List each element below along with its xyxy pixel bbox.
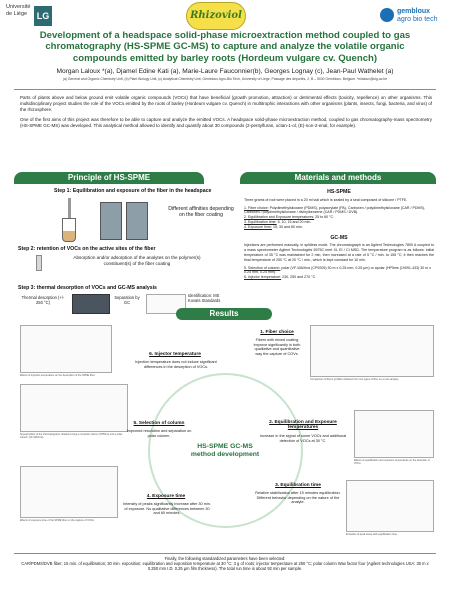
- temperature-text: 25 to 60 °C.: [315, 215, 335, 220]
- step1-note: Different affinities depending on the fiber coating: [168, 206, 234, 219]
- results-banner: Results: [176, 308, 272, 320]
- result4-caption: Effects of exposure time of the SPME fiber on the capture of VOCs.: [20, 519, 95, 522]
- step3-title: Step 3: thermal desorption of VOCs and GC-MS analysis: [18, 285, 157, 291]
- uliege-line1: Université: [6, 4, 31, 10]
- result6-chart: [20, 325, 112, 373]
- gembloux-logo: [380, 4, 446, 32]
- principle-banner: Principle of HS-SPME: [14, 172, 204, 184]
- injector-text: 230, 250 and 270 °C.: [282, 275, 317, 280]
- rhizoviol-logo: [186, 2, 246, 30]
- result2-title: 2. Equilibration and Exposure temperatures: [269, 420, 337, 430]
- result1-chart: [310, 325, 434, 377]
- result5-title: 5. Selection of column: [133, 421, 185, 426]
- results-center-label: HS-SPME GC-MS method development: [190, 443, 260, 459]
- methods-banner: Materials and methods: [240, 172, 436, 184]
- result1-text: Fibers with mixed coating improve significantly in both qualitative and quantitative way the capture of COVs.: [253, 338, 301, 356]
- thermal-label: Thermal desorption (+/- 250 °C): [21, 295, 65, 305]
- gembloux-line1: gembloux: [397, 8, 431, 15]
- gembloux-line2: agro bio tech: [397, 16, 438, 23]
- result3-title: 3. Equilibration time: [275, 483, 321, 488]
- result3-text: Relative stabilization after 15 minutes equilibration. Different behavior depending on the nature of the analyte.: [255, 491, 341, 505]
- result6-title: 6. Injector temperature: [149, 352, 201, 357]
- result5-caption: Superposition of the chromatograms obtained using a nonpolar column (HP5ms) and a polar column (VF-WAXms).: [20, 433, 123, 439]
- step2-diagram: [20, 255, 60, 273]
- conclusion-intro: Finally, the following standardized parameters have been selected:: [164, 556, 286, 561]
- intro-paragraph-2: One of the first aims of this project was therefore to be able to capture and analyze the emitted VOCs. A headspace solid-phase microextraction method, coupled to gas chromatography-mass spectrometry (HS-SPME GC-MS) was developed. This analytical method allowed to identify and quantify about 30 compounds (2-pentylfuran, octan-1-ol, (E)-non-2-enal, for example).: [20, 116, 432, 128]
- affiliations: (a) General and Organic Chemistry Unit, (b) Plant Biology Unit, (c) Analytical Chemistry Unit, Gembloux Agro-Bio Tech, University of Liège, Passage des déportés, 2, B – 5030 Gembloux, Belgium. *mlaloux@ulg.ac.be: [62, 77, 388, 81]
- column-item: [244, 266, 434, 276]
- introduction: [20, 95, 432, 129]
- fiber-photo-2: [126, 202, 148, 240]
- fiber-photo-1: [100, 202, 122, 240]
- result1-caption: Comparison of fibers (profiles obtained from two types of fiber on a root sample).: [310, 378, 400, 381]
- gc-ms-text: Injections are performed manually, in splitless mode. The chromatograph is an Agilent Technologies 7890 A coupled to a mass spectrometer Agilent Technologies 5975C inert XL EI / CI MSD. The temperature program is as follows: initial temperature of 35 °C was maintained for 2 min, then increased at a rate of 5 °C / min. to 155 °C; it then reaches the final temperature of 250 °C at 20 °C / min., which is kept constant for 10 min.: [244, 243, 434, 262]
- result6-text: Injection temperature does not induce significant differences in the desorption of VOCs.: [135, 360, 217, 369]
- temperature-label: 2. Equilibration and Exposure temperatures:: [244, 215, 315, 220]
- step2-note: Absorption and/or adsorption of the analytes on the polymer(s) constituent(s) of the fiber coating: [73, 255, 201, 266]
- fiber-choice-item: [244, 206, 434, 216]
- authors: Morgan Laloux *(a), Djamel Edine Kati (a), Marie-Laure Fauconnier(b), Georges Lognay (c), Jean-Paul Wathelet (a): [56, 68, 394, 75]
- conclusion: [18, 556, 432, 571]
- rhizoviol-text: Rhizoviol: [190, 10, 242, 21]
- vial-icon: [62, 218, 76, 242]
- hs-spme-heading: HS-SPME: [327, 189, 351, 195]
- result5-text: Improved resolution and separation on polar column.: [126, 429, 192, 438]
- result2-caption: Effects of equilibration and exposure temperature on the detection of VOCs.: [354, 459, 430, 465]
- exposure-label: 4. Exposure time:: [244, 224, 272, 229]
- separation-label: Separation by GC: [114, 295, 140, 305]
- step1-diagram: [60, 198, 160, 244]
- step1-title: Step 1: Equilibration and exposure of the fiber in the headspace: [54, 188, 212, 194]
- gembloux-mark-icon: [380, 8, 394, 22]
- step2-title: Step 2: retention of VOCs on the active sites of the fiber: [18, 246, 156, 252]
- result6-caption: Effects of injection temperature on the desorption of the SPME fiber.: [20, 374, 96, 377]
- hs-intro: Three grams of root were placed in a 20 ml vial which is sealed by a seal composed of silicone / PTFE.: [244, 197, 408, 202]
- methods-text: [244, 188, 434, 280]
- injector-item: [244, 275, 434, 280]
- result5-chart: [20, 384, 128, 432]
- result2-text: Increase in the signal of some VOCs and additional detection of VOCs at 30 °C.: [259, 434, 347, 443]
- conclusion-divider: [14, 553, 436, 554]
- conclusion-text: CAR/PDMS/DVB fiber; 15 min. of equilibration; 30 min. exposition; equilibration and exposition temperature at 30 °C; 3 g of roots; injector temperature at 250 °C; polar column Wax factor four (Agilent technologies USA: 30 m x 0.250 mm I.D. 0.25 µm film thickness). The total run time is about 92 min per sample.: [21, 561, 429, 572]
- injector-label: 6. Injector temperature:: [244, 275, 282, 280]
- result2-chart: [354, 410, 434, 458]
- equilibration-text: 5, 10, 15 and 20 min.: [277, 219, 312, 224]
- fiber-choice-text: Polydimethylsiloxane (PDMS), polyacrylate (PA), Carboxen / polydimethylsiloxane (CAR / PDMS), Carboxen / polydimethylsiloxane / divinylbenzene (CAR / PDMS / DVB).: [244, 205, 426, 215]
- uliege-line2: de Liège: [6, 10, 28, 17]
- intro-paragraph-1: Parts of plants above and below ground emit volatile organic compounds (VOCs) that have beneficial (growth promotion, attraction) or detrimental effects (toxicity, repellence) on other organisms. This multidisciplinary project studies the role of the VOCs emitted by the roots of barley (Hordeum vulgare cv. Quench) in multitrophic interactions with other organisms (plants, insects, fungi, bacteria, and virus) of the rhizosphere.: [20, 95, 432, 112]
- identification-label: Identification: MS Kovats Standards: [188, 293, 221, 303]
- fiber-icon: [36, 255, 42, 271]
- gc-ms-heading: GC-MS: [330, 234, 348, 241]
- exposure-text: 15, 30 and 60 min.: [272, 224, 303, 229]
- header-divider: [14, 89, 436, 90]
- result3-chart: [346, 480, 434, 532]
- result1-title: 1. Fiber choice: [260, 330, 294, 335]
- fiber-choice-label: 1. Fiber choice:: [244, 205, 269, 210]
- exposure-item: [244, 225, 434, 230]
- poster-title: Development of a headspace solid-phase microextraction method coupled to gas chromatography (HS-SPME GC-MS) to capture and analyze the volatile organic compounds emitted by barley roots (Hordeum vulgare cv. Quench): [39, 30, 411, 64]
- column-label: 5. Selection of column:: [244, 265, 281, 270]
- result3-caption: Evolution of peak areas with equilibration time.: [346, 533, 398, 536]
- column-text: polar (VF-WAXms (CP9205) 30 m x 0.25 mm, 0.25 µm) or apolar (HP5ms (19091-433) 30 m x 0.25 mm, 0.25 mm).: [244, 265, 432, 275]
- uliege-mark: LG: [34, 6, 52, 26]
- gc-instrument-image: [72, 294, 110, 314]
- result4-chart: [20, 466, 118, 518]
- result4-text: Intensity of peaks significantly increase after 30 min. of exposure. No qualitative differences between 30 and 60 minutes.: [123, 502, 211, 516]
- result4-title: 4. Exposure time: [146, 494, 186, 499]
- equilibration-label: 3. Equilibration time:: [244, 219, 277, 224]
